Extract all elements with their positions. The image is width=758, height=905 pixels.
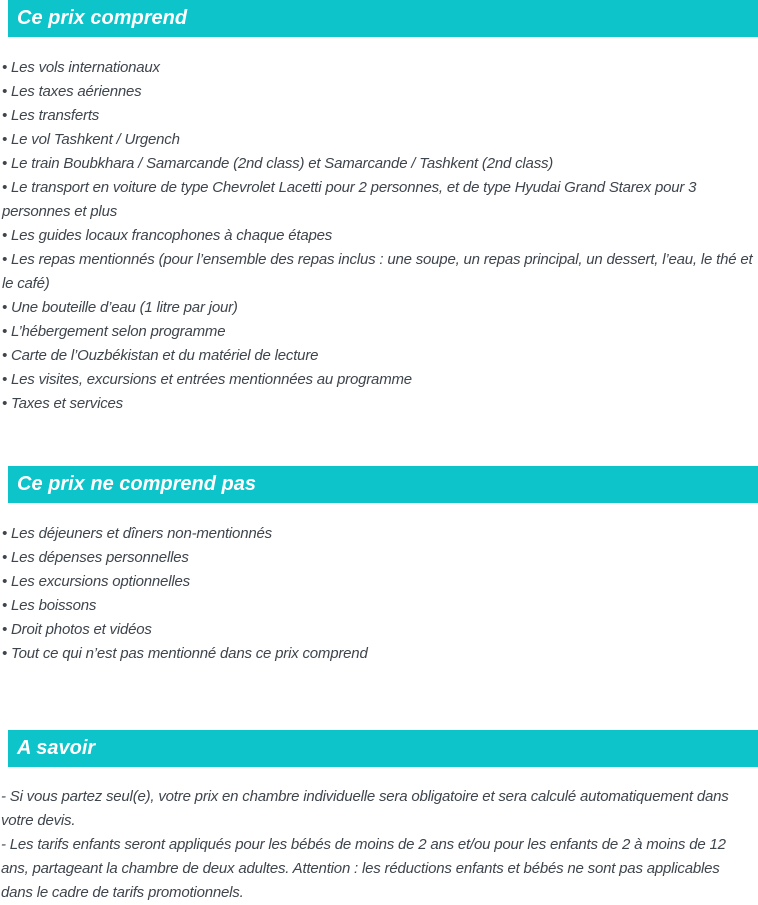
list-item: • Les transferts <box>2 107 100 124</box>
list-item: • L’hébergement selon programme <box>2 323 226 340</box>
price-excludes-header <box>8 466 758 503</box>
note-paragraph: - Les tarifs enfants seront appliqués pour les bébés de moins de 2 ans et/ou pour les enfants de 2 à moins de 12 ans, partageant la chambre de deux adultes. Attention : les réductions enfants et bébés ne sont pas applicables dans le cadre de tarifs promotionnels. <box>1 836 726 901</box>
section-price-includes <box>0 0 758 416</box>
list-item: • Les guides locaux francophones à chaque étapes <box>2 227 333 244</box>
list-item: • Les taxes aériennes <box>2 83 142 100</box>
list-item: • Les excursions optionnelles <box>2 573 190 590</box>
list-item: • Carte de l’Ouzbékistan et du matériel de lecture <box>2 347 319 364</box>
list-item: • Le train Boubkhara / Samarcande (2nd class) et Samarcande / Tashkent (2nd class) <box>2 155 554 172</box>
list-item: • Les déjeuners et dîners non-mentionnés <box>2 525 272 542</box>
list-item: • Les repas mentionnés (pour l’ensemble des repas inclus : une soupe, un repas principal, un dessert, l’eau, le thé et le café) <box>2 251 753 292</box>
list-item: • Taxes et services <box>2 395 123 412</box>
price-includes-list <box>0 56 758 416</box>
list-item: • Les dépenses personnelles <box>2 549 189 566</box>
list-item: • Les boissons <box>2 597 97 614</box>
section-price-excludes <box>0 466 758 666</box>
section-good-to-know <box>0 730 758 905</box>
price-includes-header <box>8 0 758 37</box>
list-item: • Une bouteille d’eau (1 litre par jour) <box>2 299 238 316</box>
list-item: • Droit photos et vidéos <box>2 621 152 638</box>
note-paragraph: - Si vous partez seul(e), votre prix en chambre individuelle sera obligatoire et sera calculé automatiquement dans votre devis. <box>1 788 729 829</box>
list-item: • Les visites, excursions et entrées mentionnées au programme <box>2 371 412 388</box>
list-item: • Tout ce qui n’est pas mentionné dans ce prix comprend <box>2 645 368 662</box>
good-to-know-header <box>8 730 758 767</box>
good-to-know-title: A savoir <box>17 737 96 759</box>
price-includes-title: Ce prix comprend <box>17 7 188 29</box>
good-to-know-body <box>0 785 758 905</box>
price-excludes-list <box>0 522 758 666</box>
list-item: • Le transport en voiture de type Chevrolet Lacetti pour 2 personnes, et de type Hyudai Grand Starex pour 3 personnes et plus <box>2 179 697 220</box>
list-item: • Le vol Tashkent / Urgench <box>2 131 180 148</box>
list-item: • Les vols internationaux <box>2 59 160 76</box>
price-excludes-title: Ce prix ne comprend pas <box>17 473 256 495</box>
